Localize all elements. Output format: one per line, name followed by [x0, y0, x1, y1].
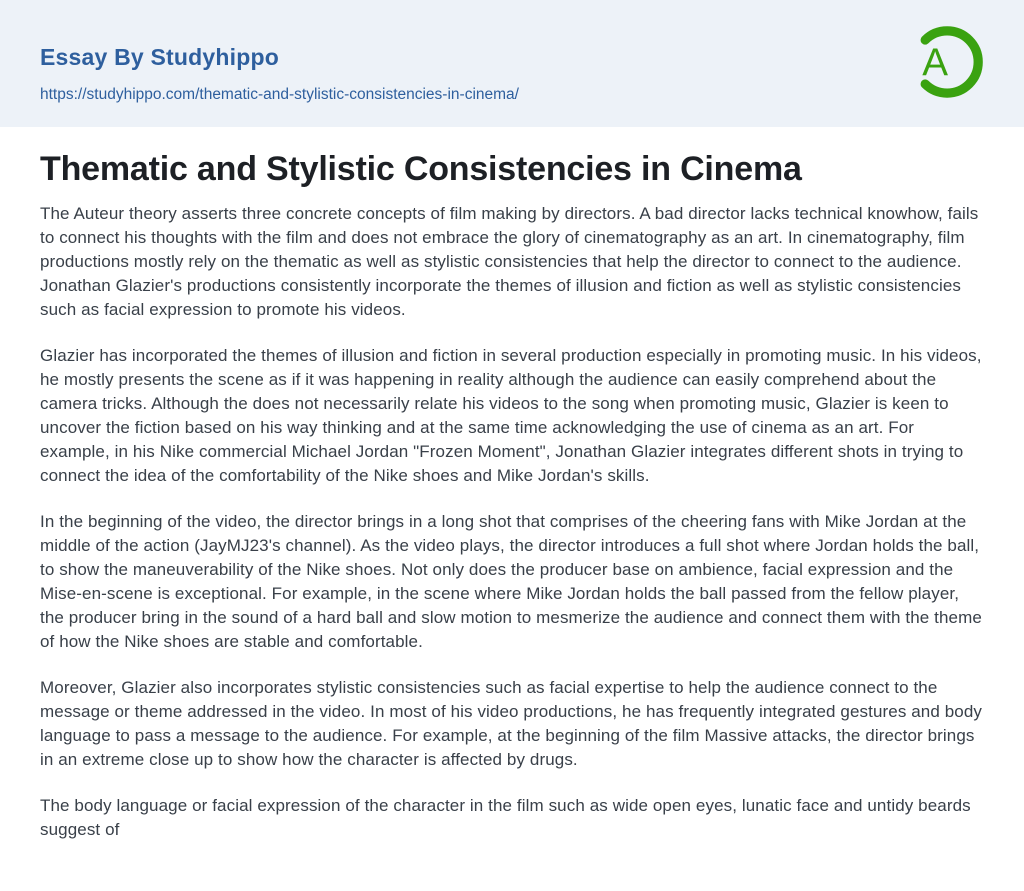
essay-paragraph-3: In the beginning of the video, the director brings in a long shot that comprises of the cheering fans with Mike Jordan at the middle of the action (JayMJ23's channel). As the video plays, the director introduces a full shot where Jordan holds the ball, to show the maneuverability of the Nike shoes. Not only does the producer base on ambience, facial expression and the Mise-en-scene is exceptional. For example, in the scene where Mike Jordan holds the ball passed from the fellow player, the producer bring in the sound of a hard ball and slow motion to mesmerize the audience and connect them with the theme of how the Nike shoes are stable and comfortable. — [40, 511, 982, 651]
studyhippo-logo — [904, 20, 988, 104]
site-title: Essay By Studyhippo — [40, 44, 279, 70]
page-header — [0, 0, 1024, 127]
logo-arc-icon — [904, 20, 988, 104]
essay-content — [0, 127, 1024, 842]
essay-paragraph-1: The Auteur theory asserts three concrete concepts of film making by directors. A bad director lacks technical knowhow, fails to connect his thoughts with the film and does not embrace the glory of cinematography as an art. In cinematography, film productions mostly rely on the thematic as well as stylistic consistencies that help the director to connect to the audience. Jonathan Glazier's productions consistently incorporate the themes of illusion and fiction as well as stylistic consistencies such as facial expression to promote his videos. — [40, 203, 979, 319]
logo-letter: A — [922, 41, 948, 85]
essay-paragraph-5: The body language or facial expression of the character in the film such as wide open eyes, lunatic face and untidy beards suggest of — [40, 795, 971, 839]
essay-title: Thematic and Stylistic Consistencies in Cinema — [40, 150, 802, 188]
essay-paragraph-4: Moreover, Glazier also incorporates stylistic consistencies such as facial expertise to help the audience connect to the message or theme addressed in the video. In most of his video productions, he has frequently integrated gestures and body language to pass a message to the audience. For example, at the beginning of the film Massive attacks, the director brings in an extreme close up to show how the character is affected by drugs. — [40, 677, 982, 769]
essay-url-link[interactable]: https://studyhippo.com/thematic-and-stylistic-consistencies-in-cinema/ — [40, 86, 519, 103]
essay-paragraph-2: Glazier has incorporated the themes of illusion and fiction in several production especially in promoting music. In his videos, he mostly presents the scene as if it was happening in reality although the audience can easily comprehend about the camera tricks. Although the does not necessarily relate his videos to the song when promoting music, Glazier is keen to uncover the fiction based on his way thinking and at the same time acknowledging the use of cinema as an art. For example, in his Nike commercial Michael Jordan "Frozen Moment", Jonathan Glazier integrates different shots in trying to connect the idea of the comfortability of the Nike shoes and Mike Jordan's skills. — [40, 345, 982, 485]
